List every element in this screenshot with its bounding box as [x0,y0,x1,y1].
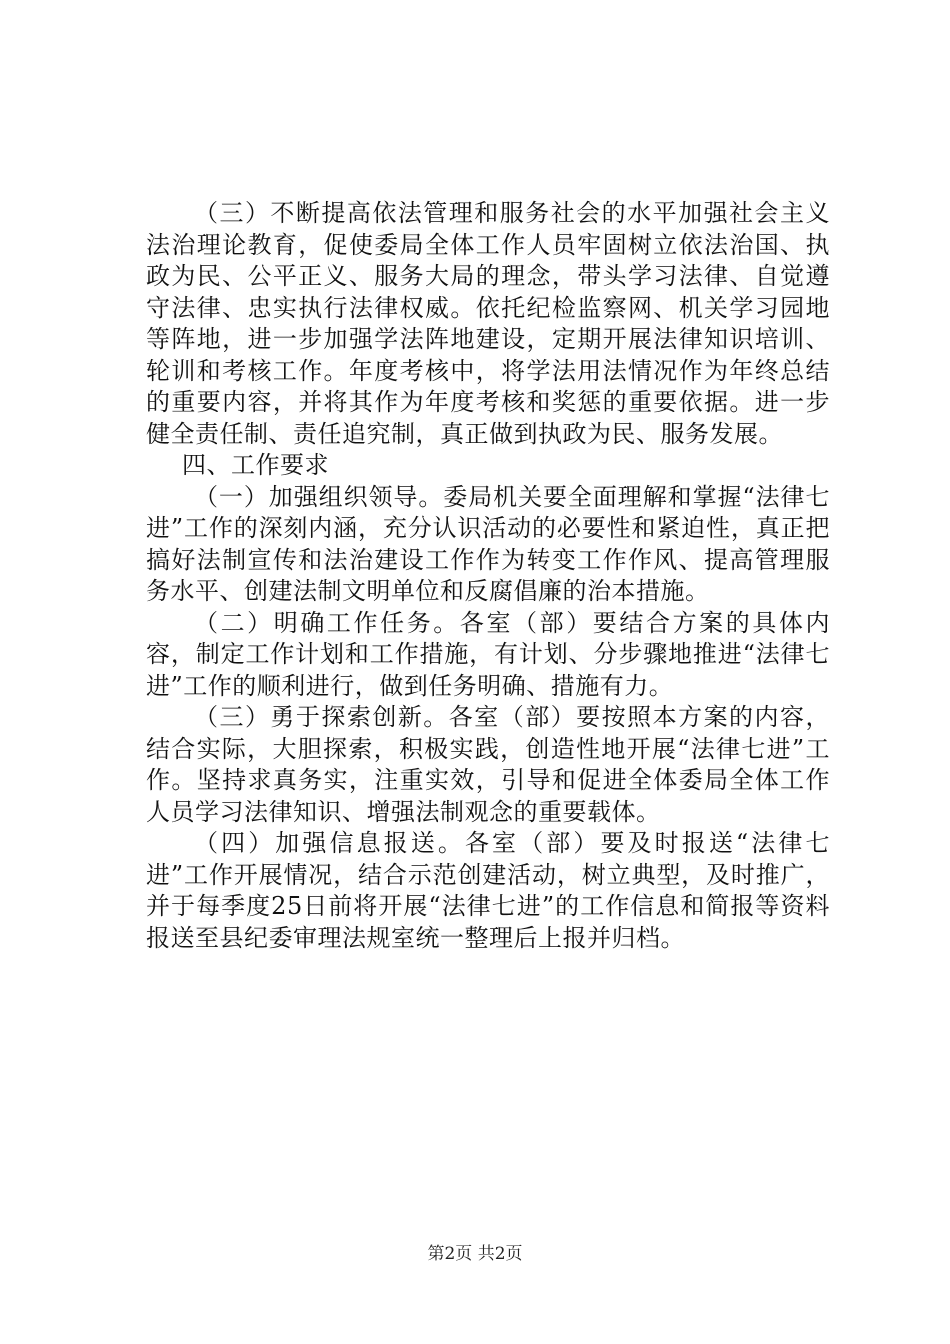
document-body [146,198,830,954]
paragraph-improve-legal-management: （三）不断提高依法管理和服务社会的水平加强社会主义法治理论教育，促使委局全体工作人员牢固树立依法治国、执政为民、公平正义、服务大局的理念，带头学习法律、自觉遵守法律、忠实执行法律权威。依托纪检监察网、机关学习园地等阵地，进一步加强学法阵地建设，定期开展法律知识培训、轮训和考核工作。年度考核中，将学法用法情况作为年终总结的重要内容，并将其作为年度考核和奖惩的重要依据。进一步健全责任制、责任追究制，真正做到执政为民、服务发展。 [146,199,830,448]
paragraph-clarify-tasks: （二）明确工作任务。各室（部）要结合方案的具体内容，制定工作计划和工作措施，有计划、分步骤地推进“法律七进”工作的顺利进行，做到任务明确、措施有力。 [146,608,830,700]
section-heading-work-requirements: 四、工作要求 [182,451,329,479]
page-footer: 第2页 共2页 [427,1244,523,1264]
paragraph-strengthen-leadership: （一）加强组织领导。委局机关要全面理解和掌握“法律七进”工作的深刻内涵，充分认识活动的必要性和紧迫性，真正把搞好法制宣传和法治建设工作作为转变工作作风、提高管理服务水平、创建法制文明单位和反腐倡廉的治本措施。 [146,482,830,605]
paragraph-information-reporting: （四）加强信息报送。各室（部）要及时报送“法律七进”工作开展情况，结合示范创建活动，树立典型，及时推广，并于每季度25日前将开展“法律七进”的工作信息和简报等资料报送至县纪委审理法规室统一整理后上报并归档。 [146,829,830,952]
paragraph-explore-innovation: （三）勇于探索创新。各室（部）要按照本方案的内容，结合实际，大胆探索，积极实践，创造性地开展“法律七进”工作。坚持求真务实，注重实效，引导和促进全体委局全体工作人员学习法律知识、增强法制观念的重要载体。 [146,703,830,826]
